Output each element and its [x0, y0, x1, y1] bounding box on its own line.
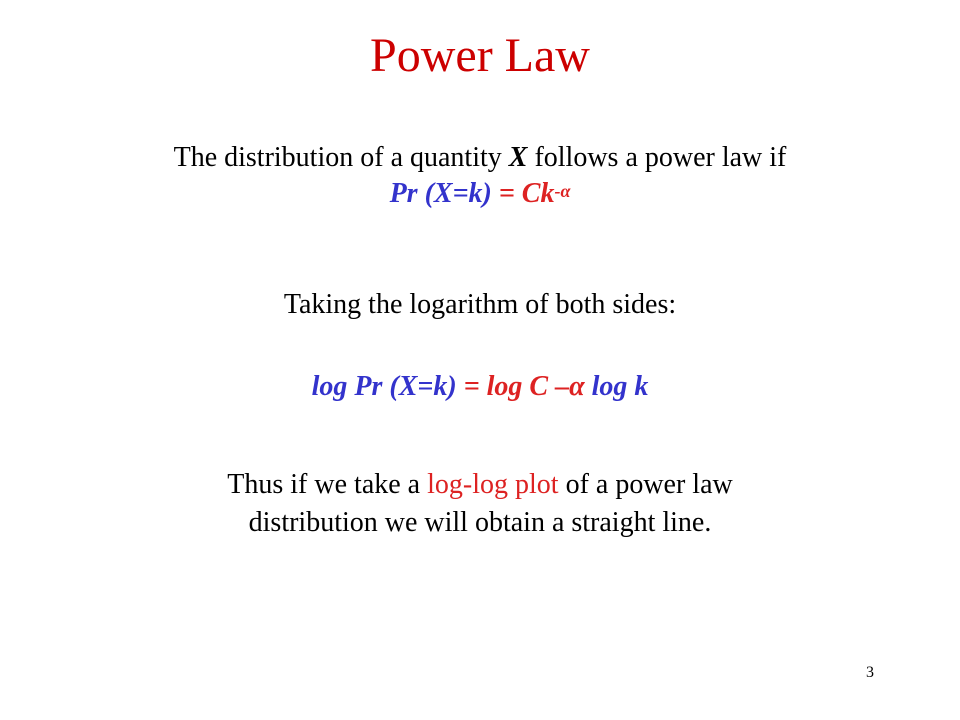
- formula1-lhs: Pr (X=k): [389, 178, 499, 209]
- formula2-rhs-red: = log C –α: [463, 371, 592, 402]
- definition-suffix: follows a power law if: [527, 142, 787, 173]
- conclusion-highlight: log-log plot: [427, 469, 559, 500]
- conclusion-before: Thus if we take a: [227, 469, 428, 500]
- conclusion-after: of a power law: [558, 469, 733, 500]
- formula1-rhs: = Ck: [498, 178, 555, 209]
- power-law-formula: [0, 176, 960, 212]
- definition-variable: X: [508, 142, 528, 173]
- formula2-rhs-blue: log k: [591, 371, 649, 402]
- page-number: 3: [866, 664, 874, 681]
- log-intro-text: Taking the logarithm of both sides:: [283, 289, 677, 320]
- conclusion-line-2: distribution we will obtain a straight line.: [248, 507, 712, 538]
- formula2-lhs: log Pr (X=k): [311, 371, 464, 402]
- formula1-exponent: -α: [554, 181, 571, 201]
- slide-title: Power Law: [370, 29, 590, 82]
- log-formula: [0, 369, 960, 405]
- conclusion-line-1: [0, 467, 960, 503]
- definition-text: [0, 140, 960, 176]
- definition-prefix: The distribution of a quantity: [173, 142, 509, 173]
